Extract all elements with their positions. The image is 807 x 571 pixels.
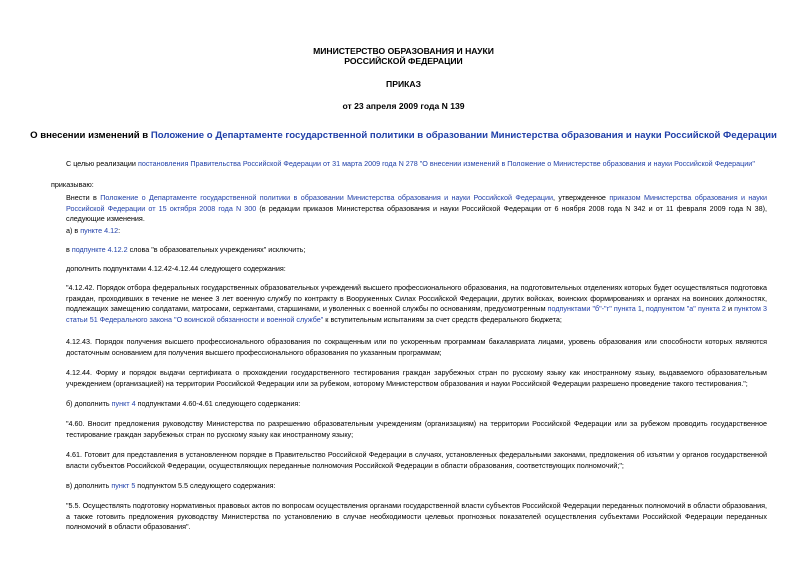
item-b-text-2: подпунктами 4.60-4.61 следующего содержания: bbox=[135, 399, 301, 408]
document-type: ПРИКАЗ bbox=[386, 79, 421, 89]
ministry-name-line2: РОССИЙСКОЙ ФЕДЕРАЦИИ bbox=[344, 56, 463, 66]
military-service-law-link[interactable]: пунктом 3 статьи 51 Федерального закона "О воинской обязанности и военной службе" bbox=[66, 304, 768, 324]
title-link[interactable]: Положение о Департаменте государственной политики в образовании Министерства образования и науки Российской Федерации bbox=[150, 130, 777, 141]
title-prefix: О внесении изменений в bbox=[30, 130, 151, 141]
item-a-text: а) в bbox=[66, 226, 81, 235]
subclause-a-clause-2-link[interactable]: подпунктом "а" пункта 2 bbox=[645, 304, 726, 313]
document-title bbox=[30, 130, 777, 142]
amend-text-1: Внести в bbox=[66, 193, 101, 202]
department-regulation-link[interactable]: Положение о Департаменте государственной политики в образовании Министерства образования и науки Российской Федерации bbox=[100, 193, 554, 202]
paragraph-amendments-intro bbox=[66, 193, 767, 225]
clause-4-12-42-comma: , bbox=[641, 304, 646, 313]
paragraph-4-61: 4.61. Готовит для представления в установленном порядке в Правительство Российской Федерации в случаях, установленных федеральными законами, предложения об изъятии у органов государственной власти субъектов Российской Федерации, осуществляющих переданные полномочия Российской Федерации в области образования, соответствующих полномочий;"; bbox=[66, 450, 767, 470]
paragraph-4-12-42 bbox=[66, 283, 767, 325]
amend-text-3: (в редакции приказов Министерства образования и науки Российской Федерации от 6 ноября 2008 года N 342 и от 11 февраля 2009 года N 38), следующие изменения. bbox=[66, 203, 767, 223]
paragraph-item-b bbox=[66, 399, 767, 410]
paragraph-4-12-44: 4.12.44. Форму и порядок выдачи сертификата о прохождении государственного тестирования граждан зарубежных стран по русскому языку как иностранному языку, выдаваемого образовательным учреждением (организацией) на территории Российской Федерации или за рубежом, которому Министерством образования и науки Российской Федерации разрешено проведение такого тестирования."; bbox=[66, 368, 767, 388]
paragraph-subclause-exclusion bbox=[66, 245, 767, 256]
document-date-number: от 23 апреля 2009 года N 139 bbox=[342, 101, 465, 111]
clause-4-12-link[interactable]: пункте 4.12 bbox=[80, 226, 119, 235]
paragraph-4-60: "4.60. Вносит предложения руководству Министерства по разрешению образовательным учреждениям (организациям) на территории Российской Федерации или за рубежом проводить государственное тестирование граждан зарубежных стран по русскому языку как иностранному языку; bbox=[66, 419, 767, 439]
subclauses-b-g-link[interactable]: подпунктами "б"-"г" пункта 1 bbox=[547, 304, 642, 313]
item-c-text-2: подпунктом 5.5 следующего содержания: bbox=[135, 481, 276, 490]
item-a-colon: : bbox=[118, 226, 121, 235]
amend-text-2: , утвержденное bbox=[553, 193, 610, 202]
paragraph-purpose bbox=[66, 159, 767, 170]
paragraph-item-a bbox=[66, 226, 767, 237]
paragraph-item-c bbox=[66, 481, 767, 492]
exclusion-text-2: слова "в образовательных учреждениях" исключить; bbox=[127, 245, 306, 254]
ministry-order-link[interactable]: приказом Министерства образования и науки Российской Федерации от 15 октября 2008 года N 300 bbox=[66, 193, 767, 213]
ministry-name-line1: МИНИСТЕРСТВО ОБРАЗОВАНИЯ И НАУКИ bbox=[313, 46, 494, 56]
paragraph-4-12-43: 4.12.43. Порядок получения высшего профессионального образования по сокращенным или по ускоренным программам бакалавриата лицами, уровень образования или способности которых являются достаточным основанием для получения высшего профессионального образования по указанным программам; bbox=[66, 337, 767, 357]
paragraph-order: приказываю: bbox=[51, 180, 94, 189]
exclusion-text-1: в bbox=[66, 245, 72, 254]
item-c-text-1: в) дополнить bbox=[66, 481, 112, 490]
item-b-text-1: б) дополнить bbox=[66, 399, 112, 408]
government-resolution-link[interactable]: постановления Правительства Российской Федерации от 31 марта 2009 года N 278 "О внесении изменений в Положение о Министерстве образования и науки Российской Федерации" bbox=[137, 159, 755, 168]
subclause-4-12-2-link[interactable]: подпункте 4.12.2 bbox=[71, 245, 128, 254]
paragraph-add-subclauses: дополнить подпунктами 4.12.42-4.12.44 следующего содержания: bbox=[66, 264, 286, 273]
clause-4-link[interactable]: пункт 4 bbox=[111, 399, 136, 408]
purpose-prefix: С целью реализации bbox=[66, 159, 138, 168]
clause-4-12-42-text-2: к вступительным испытаниям за счет средств федерального бюджета; bbox=[323, 314, 562, 324]
clause-4-12-42-text-1: "4.12.42. Порядок отбора федеральных государственных образовательных учреждений высшего профессионального образования, на подготовительных отделениях которых будет осуществляться подготовка граждан, проходивших в течение не менее 3 лет военную службу по контракту в Вооруженных Силах Российской Федерации, других войсках, воинских формированиях и органах на воинских должностях, подлежащих замещению солдатами, матросами, сержантами, старшинами, и уволенных с военной службы по основаниям, предусмотренным bbox=[66, 283, 767, 313]
clause-5-link[interactable]: пункт 5 bbox=[111, 481, 136, 490]
paragraph-5-5: "5.5. Осуществлять подготовку нормативных правовых актов по вопросам осуществления органами государственной власти субъектов Российской Федерации переданных полномочий в области образования, а также готовить предложения руководству Министерства по установлению в случае необходимости целевых прогнозных показателей осуществления субъектами Российской Федерации переданных полномочий в области образования". bbox=[66, 501, 767, 531]
clause-4-12-42-and: и bbox=[725, 304, 735, 313]
